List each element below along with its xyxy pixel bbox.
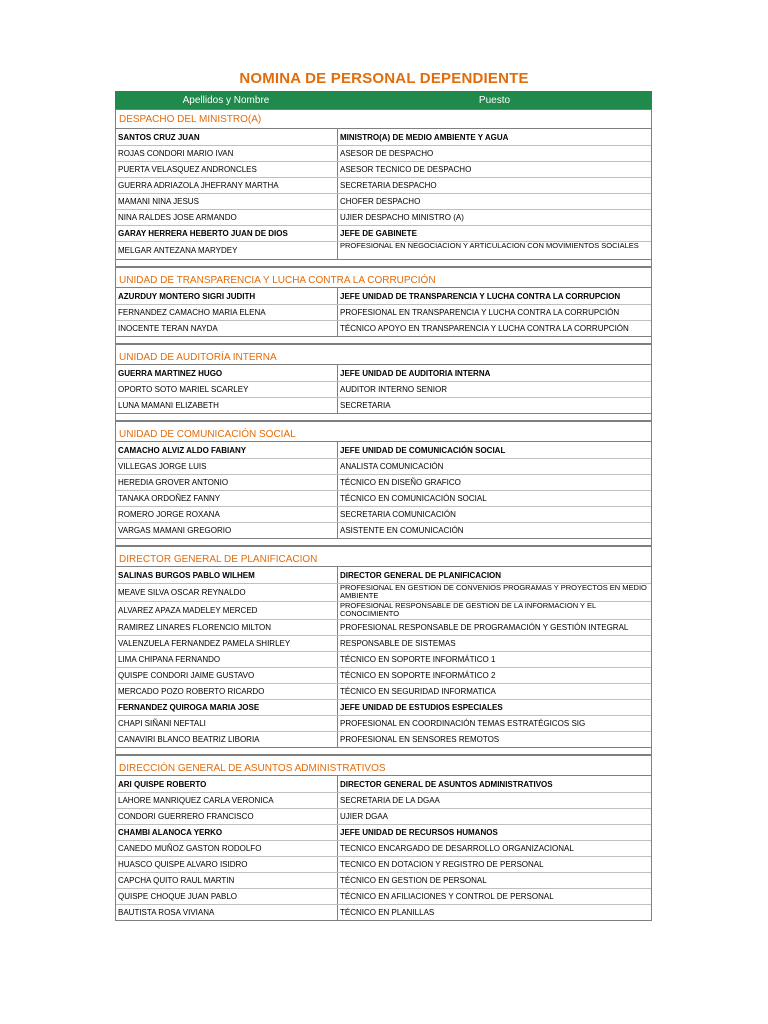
table-row	[116, 651, 651, 667]
employee-position: JEFE UNIDAD DE ESTUDIOS ESPECIALES	[340, 703, 503, 712]
employee-position: AUDITOR INTERNO SENIOR	[340, 385, 447, 394]
employee-position: SECRETARIA COMUNICACIÓN	[340, 510, 456, 519]
employee-name: CANAVIRI BLANCO BEATRIZ LIBORIA	[116, 732, 338, 747]
employee-position: PROFESIONAL EN COORDINACIÓN TEMAS ESTRATÉGICOS SIG	[340, 719, 586, 728]
employee-name: GUERRA ADRIAZOLA JHEFRANY MARTHA	[116, 178, 338, 193]
table-row	[116, 241, 651, 259]
employee-name: MELGAR ANTEZANA MARYDEY	[116, 242, 338, 259]
employee-position: UJIER DGAA	[340, 812, 389, 821]
table-row	[116, 824, 651, 840]
employee-name: QUISPE CHOQUE JUAN PABLO	[116, 889, 338, 904]
employee-position: TÉCNICO EN GESTION DE PERSONAL	[340, 876, 487, 885]
section-title: DIRECTOR GENERAL DE PLANIFICACION	[116, 547, 651, 567]
section-spacer	[116, 413, 651, 420]
table-row	[116, 365, 651, 381]
employee-name: MERCADO POZO ROBERTO RICARDO	[116, 684, 338, 699]
employee-position: SECRETARIA DESPACHO	[340, 181, 437, 190]
table-row	[116, 145, 651, 161]
employee-name: QUISPE CONDORI JAIME GUSTAVO	[116, 668, 338, 683]
section-title: DIRECCIÓN GENERAL DE ASUNTOS ADMINISTRATIVOS	[116, 756, 651, 776]
employee-name: CHAPI SIÑANI NEFTALI	[116, 716, 338, 731]
table-row	[116, 776, 651, 792]
employee-name: GARAY HERRERA HEBERTO JUAN DE DIOS	[116, 226, 338, 241]
section-block	[115, 267, 652, 344]
employee-position: PROFESIONAL RESPONSABLE DE PROGRAMACIÓN Y GESTIÓN INTEGRAL	[340, 623, 629, 632]
table-row	[116, 840, 651, 856]
table-row	[116, 715, 651, 731]
table-row	[116, 506, 651, 522]
table-row	[116, 193, 651, 209]
table-row	[116, 442, 651, 458]
employee-position: PROFESIONAL EN GESTION DE CONVENIOS PROGRAMAS Y PROYECTOS EN MEDIO AMBIENTE	[340, 584, 647, 600]
employee-position: JEFE UNIDAD DE RECURSOS HUMANOS	[340, 828, 498, 837]
employee-position: PROFESIONAL EN SENSORES REMOTOS	[340, 735, 500, 744]
employee-position: PROFESIONAL EN TRANSPARENCIA Y LUCHA CONTRA LA CORRUPCIÓN	[340, 308, 620, 317]
employee-position: SECRETARIA DE LA DGAA	[340, 796, 440, 805]
employee-position: ASESOR DE DESPACHO	[340, 149, 434, 158]
table-row	[116, 683, 651, 699]
table-row	[116, 209, 651, 225]
table-row	[116, 619, 651, 635]
section-spacer	[116, 747, 651, 754]
employee-position: UJIER DESPACHO MINISTRO (A)	[340, 213, 464, 222]
table-row	[116, 699, 651, 715]
employee-name: VALENZUELA FERNANDEZ PAMELA SHIRLEY	[116, 636, 338, 651]
table-row	[116, 808, 651, 824]
employee-position: ASISTENTE EN COMUNICACIÓN	[340, 526, 464, 535]
employee-name: ALVAREZ APAZA MADELEY MERCED	[116, 602, 338, 619]
section-block	[115, 344, 652, 421]
table-row	[116, 583, 651, 601]
section-spacer	[116, 259, 651, 266]
employee-name: LUNA MAMANI ELIZABETH	[116, 398, 338, 413]
employee-name: VARGAS MAMANI GREGORIO	[116, 523, 338, 538]
section-block	[115, 421, 652, 546]
table-row	[116, 397, 651, 413]
section-block	[115, 546, 652, 755]
employee-name: CAPCHA QUITO RAUL MARTIN	[116, 873, 338, 888]
employee-name: MAMANI NINA JESUS	[116, 194, 338, 209]
employee-name: TANAKA ORDOÑEZ FANNY	[116, 491, 338, 506]
table-row	[116, 904, 651, 920]
table-row	[116, 792, 651, 808]
employee-position: ANALISTA COMUNICACIÓN	[340, 462, 444, 471]
employee-name: CAMACHO ALVIZ ALDO FABIANY	[116, 442, 338, 458]
employee-name: ROMERO JORGE ROXANA	[116, 507, 338, 522]
employee-position: TÉCNICO EN DISEÑO GRAFICO	[340, 478, 461, 487]
table-row	[116, 320, 651, 336]
table-row	[116, 601, 651, 619]
table-row	[116, 304, 651, 320]
section-title: DESPACHO DEL MINISTRO(A)	[116, 110, 651, 129]
table-row	[116, 381, 651, 397]
section-spacer	[116, 336, 651, 343]
personnel-table	[115, 91, 652, 921]
table-row	[116, 474, 651, 490]
table-row	[116, 522, 651, 538]
employee-name: HUASCO QUISPE ALVARO ISIDRO	[116, 857, 338, 872]
employee-position: TÉCNICO EN PLANILLAS	[340, 908, 435, 917]
section-title: UNIDAD DE AUDITORÍA INTERNA	[116, 345, 651, 365]
page-title: NOMINA DE PERSONAL DEPENDIENTE	[239, 70, 529, 87]
employee-position: DIRECTOR GENERAL DE ASUNTOS ADMINISTRATIVOS	[340, 779, 553, 789]
employee-name: SALINAS BURGOS PABLO WILHEM	[116, 567, 338, 583]
employee-position: TÉCNICO EN SEGURIDAD INFORMATICA	[340, 687, 496, 696]
employee-name: CHAMBI ALANOCA YERKO	[116, 825, 338, 840]
table-header	[115, 91, 652, 109]
employee-name: LIMA CHIPANA FERNANDO	[116, 652, 338, 667]
section-title: UNIDAD DE TRANSPARENCIA Y LUCHA CONTRA LA CORRUPCIÓN	[116, 268, 651, 288]
table-row	[116, 225, 651, 241]
employee-name: FERNANDEZ CAMACHO MARIA ELENA	[116, 305, 338, 320]
employee-name: ROJAS CONDORI MARIO IVAN	[116, 146, 338, 161]
employee-position: MINISTRO(A) DE MEDIO AMBIENTE Y AGUA	[340, 132, 509, 142]
table-body	[115, 109, 652, 921]
table-row	[116, 856, 651, 872]
employee-position: TÉCNICO EN SOPORTE INFORMÁTICO 2	[340, 671, 496, 680]
employee-position: TÉCNICO EN AFILIACIONES Y CONTROL DE PERSONAL	[340, 892, 554, 901]
employee-position: PROFESIONAL RESPONSABLE DE GESTION DE LA INFORMACION Y EL CONOCIMIENTO	[340, 602, 596, 618]
employee-name: INOCENTE TERAN NAYDA	[116, 321, 338, 336]
employee-name: ARI QUISPE ROBERTO	[116, 776, 338, 792]
employee-name: RAMIREZ LINARES FLORENCIO MILTON	[116, 620, 338, 635]
employee-position: TECNICO EN DOTACION Y REGISTRO DE PERSONAL	[340, 860, 544, 869]
employee-position: TECNICO ENCARGADO DE DESARROLLO ORGANIZACIONAL	[340, 844, 574, 853]
employee-name: AZURDUY MONTERO SIGRI JUDITH	[116, 288, 338, 304]
employee-position: JEFE UNIDAD DE COMUNICACIÓN SOCIAL	[340, 445, 506, 455]
employee-name: PUERTA VELASQUEZ ANDRONCLES	[116, 162, 338, 177]
employee-name: VILLEGAS JORGE LUIS	[116, 459, 338, 474]
employee-name: GUERRA MARTINEZ HUGO	[116, 365, 338, 381]
table-row	[116, 888, 651, 904]
table-row	[116, 161, 651, 177]
employee-name: SANTOS CRUZ JUAN	[116, 129, 338, 145]
employee-position: JEFE UNIDAD DE AUDITORIA INTERNA	[340, 368, 491, 378]
employee-name: MEAVE SILVA OSCAR REYNALDO	[116, 584, 338, 601]
table-row	[116, 567, 651, 583]
employee-name: BAUTISTA ROSA VIVIANA	[116, 905, 338, 920]
table-row	[116, 490, 651, 506]
section-block	[115, 755, 652, 921]
section-title: UNIDAD DE COMUNICACIÓN SOCIAL	[116, 422, 651, 442]
section-block	[115, 109, 652, 267]
employee-name: FERNANDEZ QUIROGA MARIA JOSE	[116, 700, 338, 715]
employee-position: PROFESIONAL EN NEGOCIACION Y ARTICULACION CON MOVIMIENTOS SOCIALES	[340, 242, 639, 250]
section-spacer	[116, 538, 651, 545]
table-row	[116, 667, 651, 683]
table-row	[116, 872, 651, 888]
table-row	[116, 177, 651, 193]
employee-name: CONDORI GUERRERO FRANCISCO	[116, 809, 338, 824]
employee-position: RESPONSABLE DE SISTEMAS	[340, 639, 456, 648]
employee-name: LAHORE MANRIQUEZ CARLA VERONICA	[116, 793, 338, 808]
employee-name: HEREDIA GROVER ANTONIO	[116, 475, 338, 490]
table-row	[116, 635, 651, 651]
employee-position: ASESOR TECNICO DE DESPACHO	[340, 165, 472, 174]
employee-position: TÉCNICO EN COMUNICACIÓN SOCIAL	[340, 494, 487, 503]
column-header-name: Apellidos y Nombre	[182, 94, 270, 106]
employee-position: DIRECTOR GENERAL DE PLANIFICACION	[340, 570, 502, 580]
employee-position: TÉCNICO APOYO EN TRANSPARENCIA Y LUCHA CONTRA LA CORRUPCIÓN	[340, 324, 629, 333]
employee-position: SECRETARIA	[340, 401, 391, 410]
table-row	[116, 731, 651, 747]
employee-position: JEFE DE GABINETE	[340, 229, 417, 238]
employee-position: JEFE UNIDAD DE TRANSPARENCIA Y LUCHA CONTRA LA CORRUPCION	[340, 291, 621, 301]
employee-name: NINA RALDES JOSE ARMANDO	[116, 210, 338, 225]
column-header-position: Puesto	[478, 94, 511, 106]
table-row	[116, 458, 651, 474]
employee-name: CANEDO MUÑOZ GASTON RODOLFO	[116, 841, 338, 856]
table-row	[116, 288, 651, 304]
employee-position: CHOFER DESPACHO	[340, 197, 421, 206]
employee-position: TÉCNICO EN SOPORTE INFORMÁTICO 1	[340, 655, 496, 664]
employee-name: OPORTO SOTO MARIEL SCARLEY	[116, 382, 338, 397]
table-row	[116, 129, 651, 145]
